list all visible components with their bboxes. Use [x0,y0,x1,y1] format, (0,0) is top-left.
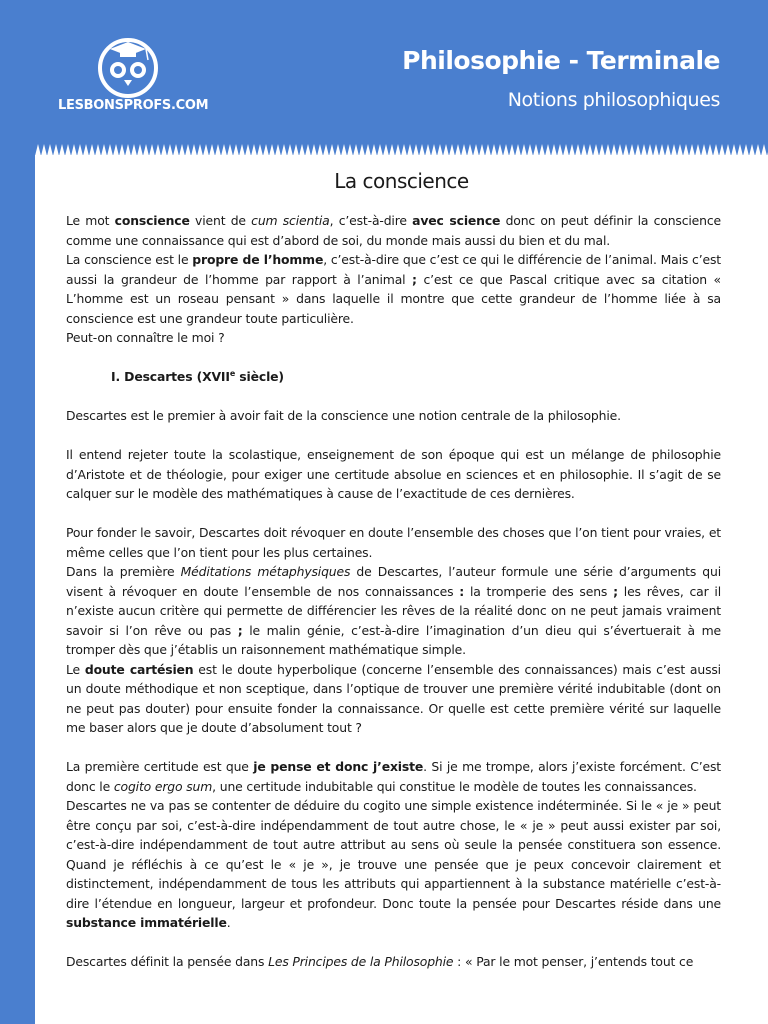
text-run: de Descartes, l’auteur formule une série d’arguments qui visent à révoquer en doute l’ensemble de nos connaissances [66,564,721,599]
paragraph-premier: Descartes est le premier à avoir fait de la conscience une notion centrale de la philosophie. [66,408,621,423]
bold-term: ; [412,271,417,287]
header-banner [0,0,768,148]
heading-suffix: siècle) [235,369,284,384]
heading-text: I. Descartes (XVII [111,369,230,384]
section-heading-descartes [66,367,721,387]
text-run: vient de [189,213,252,228]
logo-text: LESBONSPROFS.COM [58,98,209,113]
italic-term: Méditations métaphysiques [180,564,351,579]
bold-term: je pense et donc j’existe [253,759,424,774]
text-run: , une certitude indubitable qui constitue le modèle de toutes les connaissances. [212,778,697,794]
bold-term: conscience [114,213,190,228]
italic-term: Les Principes de la Philosophie [268,954,454,969]
page-title: Philosophie - Terminale [402,46,720,75]
paragraph-definition [66,211,721,250]
bold-term: ; [613,583,618,599]
bold-term: ; [237,622,243,638]
document-page [35,155,768,1024]
text-run: La conscience est le [66,252,193,267]
text-run: la tromperie des sens [464,583,614,599]
paragraph-meditations [66,562,721,660]
bold-term: avec science [412,213,501,228]
bold-term: doute cartésien [84,661,194,677]
heading-sup: e [229,368,236,378]
text-run: : « Par le mot penser, j’entends tout ce [453,954,694,969]
paragraph-principes [66,952,721,972]
italic-term: cum scientia [251,213,330,228]
text-run: le malin génie, c’est-à-dire l’imagination d’un dieu qui s’évertuerait à me tromper dès que j’établis un raisonnement mathématique simple. [66,622,721,657]
text-run: Descartes ne va pas se contenter de déduire du cogito une simple existence indéterminée. Si le « je » peut être conçu par soi, c’est-à-dire indépendamment de tout autre chose, le « je » peut aussi exister par soi, c’est-à-dire indépendamment de tout autre attribut au sens où seule la pensée constituera son essence. Quand je réfléchis à ce qu’est le « je », je trouve une pensée que je peux concevoir clairement et distinctement, indépendamment de tous les attributs qui appartiennent à la substance matérielle c’est-à-dire l’étendue en longueur, largeur et profondeur. Donc toute la pensée pour Descartes réside dans une [66,798,721,911]
text-run: . Si je me trompe, alors j’existe forcément. C’est donc le [66,759,722,794]
text-run: Le [66,661,85,677]
text-run: est le doute hyperbolique (concerne l’ensemble des connaissances) mais c’est aussi un doute méthodique et non sceptique, dans l’optique de trouver une première vérité indubitable (dont on ne peut pas douter) pour ensuite fonder la connaissance. Or quelle est cette première vérité sur laquelle me baser alors que je doute d’absolument tout ? [66,661,721,735]
bold-term: : [459,583,465,599]
text-run: donc on peut définir la conscience comme une connaissance qui est d’abord de soi, du monde mais aussi du bien et du mal. [66,213,721,248]
paragraph-propre [66,250,721,328]
text-run: Dans la première [66,564,181,579]
paragraph-scolastique: Il entend rejeter toute la scolastique, enseignement de son époque qui est un mélange de philosophie d’Aristote et de théologie, pour exiger une certitude absolue en sciences et en philosophie. Il s’agit de se calquer sur le modèle des mathématiques à cause de l’exactitude de ces dernières. [66,447,721,501]
text-run: les rêves, car il n’existe aucun critère qui permette de différencier les rêves de la réalité donc on ne peut jamais vraiment savoir si l’on rêve ou pas [66,583,721,638]
zigzag-divider [35,142,768,156]
text-run: , c’est-à-dire que c’est ce qui le différencie de l’animal. Mais c’est aussi la grandeur de l’homme par rapport à l’animal [66,252,721,287]
bold-term: substance immatérielle [66,915,227,930]
page-subtitle: Notions philosophiques [507,89,720,111]
paragraph-fonder: Pour fonder le savoir, Descartes doit révoquer en doute l’ensemble des choses que l’on tient pour vraies, et même celles que l’on tient pour les plus certaines. [66,525,721,560]
document-body [66,211,721,972]
bold-term: propre de l’homme [192,252,324,267]
paragraph-substance [66,796,721,933]
text-run: Descartes définit la pensée dans [66,954,269,969]
paragraph-cogito [66,757,721,796]
paragraph-question: Peut-on connaître le moi ? [66,330,225,345]
text-run: Le mot [66,213,115,228]
owl-graduate-icon [58,36,198,98]
site-logo[interactable] [58,36,209,120]
italic-term: cogito ergo sum [113,778,213,794]
document-title: La conscience [334,169,469,193]
paragraph-doute [66,660,721,738]
text-run: c’est ce que Pascal critique avec sa citation « L’homme est un roseau pensant » dans laquelle il montre que cette grandeur de l’homme liée à sa conscience est une grandeur toute particulière. [66,271,721,326]
text-run: La première certitude est que [66,759,254,774]
text-run: . [226,915,231,930]
text-run: , c’est-à-dire [329,213,413,228]
